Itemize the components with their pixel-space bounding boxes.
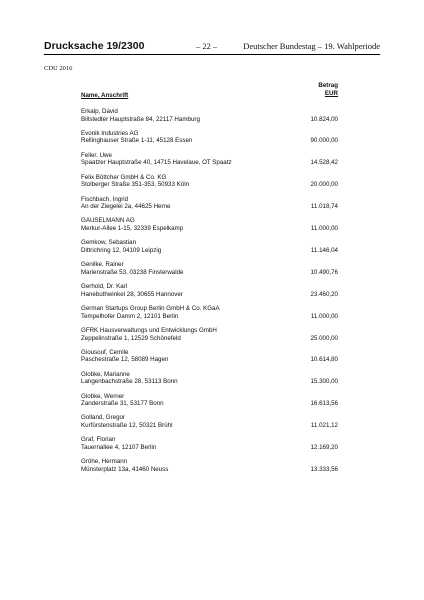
donor-name: Felix Böttcher GmbH & Co. KG [81, 173, 167, 181]
donor-name: Globke, Werner [81, 392, 125, 400]
amount-column-header [318, 82, 338, 98]
list-item [81, 152, 338, 174]
party-year-label: CDU 2016 [44, 65, 73, 72]
donor-address: Kurfürstenstraße 12, 50321 Brühl [81, 422, 173, 430]
list-item [81, 436, 338, 458]
donor-address: Tauernallee 4, 12107 Berlin [81, 443, 157, 451]
list-item [81, 393, 338, 415]
donor-name: Golland, Gregor [81, 414, 126, 422]
donation-amount: 23.460,20 [310, 290, 338, 298]
list-item [81, 261, 338, 283]
list-item [81, 174, 338, 196]
donation-amount: 12.169,20 [310, 443, 338, 451]
donation-amount: 13.333,56 [310, 465, 338, 473]
donor-name: Gemkow, Sebastian [81, 239, 137, 247]
header-rule [44, 54, 380, 55]
page-number: – 22 – [196, 41, 218, 51]
donor-name: Giousouf, Cemile [81, 348, 129, 356]
donor-address: Tempelhofer Damm 2, 12101 Berlin [81, 312, 179, 320]
list-item [81, 108, 338, 130]
donation-amount: 11.021,12 [310, 422, 338, 430]
donor-name: Fischbach, Ingrid [81, 195, 129, 203]
donor-name: German Startups Group Berlin GmbH & Co. KGaA [81, 305, 220, 313]
donation-amount: 11.000,00 [310, 312, 338, 320]
donor-name: Genilke, Rainer [81, 261, 124, 269]
list-item [81, 239, 338, 261]
page-header [44, 40, 380, 54]
list-item [81, 130, 338, 152]
amount-header-line1: Betrag [318, 82, 338, 89]
donation-amount: 90.000,00 [310, 137, 338, 145]
donor-address: Langenbachstraße 28, 53113 Bonn [81, 378, 178, 386]
donor-name: Gröhe, Hermann [81, 458, 128, 466]
list-item [81, 283, 338, 305]
document-number: Drucksache 19/2300 [44, 40, 145, 52]
list-item [81, 458, 338, 480]
donation-amount: 10.490,76 [310, 268, 338, 276]
institution-title: Deutscher Bundestag – 19. Wahlperiode [243, 41, 380, 51]
donor-address: Spaatzer Hauptstraße 40, 14715 Havelaue, OT Spaatz [81, 159, 232, 167]
donor-name: GAUSELMANN AG [81, 217, 135, 225]
list-item [81, 371, 338, 393]
list-item [81, 349, 338, 371]
donor-address: Merkur-Allee 1-15, 32339 Espelkamp [81, 225, 184, 233]
donation-amount: 25.000,00 [310, 334, 338, 342]
donor-address: Dittrichring 12, 04109 Leipzig [81, 246, 162, 254]
donor-address: Münsterplatz 13a, 41460 Neuss [81, 465, 169, 473]
donation-amount: 11.146,04 [310, 246, 338, 254]
donation-amount: 10.614,80 [310, 356, 338, 364]
list-item [81, 305, 338, 327]
donation-amount: 11.018,74 [310, 203, 338, 211]
list-item [81, 327, 338, 349]
donation-amount: 14.528,42 [310, 159, 338, 167]
donor-address: Zanderstraße 31, 53177 Bonn [81, 400, 164, 408]
donor-address: Zeppelinstraße 1, 12529 Schönefeld [81, 334, 181, 342]
name-column-header: Name, Anschrift [81, 92, 129, 99]
donor-address: An der Ziegelei 2a, 44625 Herne [81, 203, 171, 211]
list-item [81, 196, 338, 218]
donation-amount: 11.000,00 [310, 225, 338, 233]
donor-name: Feller, Uwe [81, 151, 112, 159]
donation-amount: 20.000,00 [310, 181, 338, 189]
donation-amount: 15.300,00 [310, 378, 338, 386]
donor-address: Billstedter Hauptstraße 84, 22117 Hamburg [81, 115, 200, 123]
donations-list [81, 108, 338, 480]
donation-amount: 16.613,56 [310, 400, 338, 408]
donor-name: Evonik Industries AG [81, 129, 139, 137]
donor-address: Hanebuthwinkel 28, 30655 Hannover [81, 290, 183, 298]
donor-name: Erkalp, David [81, 108, 118, 115]
amount-header-line2: EUR [324, 90, 338, 97]
donation-amount: 10.824,00 [310, 115, 338, 123]
list-item [81, 414, 338, 436]
donor-address: Rellinghauser Straße 1-11, 45128 Essen [81, 137, 193, 145]
donor-name: Graf, Florian [81, 436, 116, 444]
donor-address: Marienstraße 53, 03238 Finsterwalde [81, 268, 184, 276]
donor-name: Globke, Marianne [81, 370, 130, 378]
donor-address: Paschestraße 12, 58089 Hagen [81, 356, 169, 364]
donor-name: GFRK Hausverwaltungs und Entwicklungs GmbH [81, 326, 217, 334]
list-item [81, 217, 338, 239]
donor-name: Gerhold, Dr. Karl [81, 283, 128, 291]
donor-address: Stolberger Straße 351-353, 50933 Köln [81, 181, 190, 189]
